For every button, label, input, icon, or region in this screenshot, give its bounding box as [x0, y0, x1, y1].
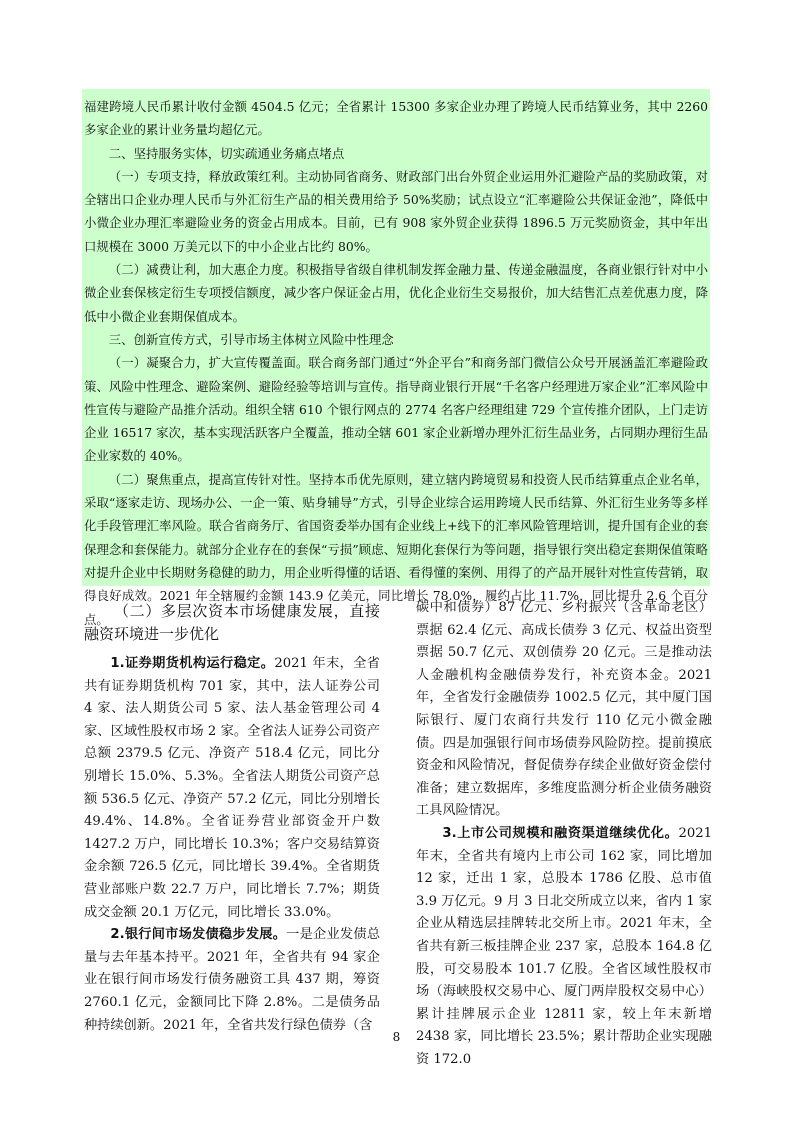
left-column [84, 597, 380, 1037]
section-title: （二）多层次资本市场健康发展，直接融资环境进一步优化 [84, 602, 380, 643]
paragraph-lead: 1.证券期货机构运行稳定。 [110, 656, 275, 671]
paragraph-interbank [84, 924, 380, 1037]
paragraph-lead: 2.银行间市场发债稳步发展。 [110, 927, 287, 943]
box-paragraph-2: （一）专项支持，释放政策红利。主动协同省商务、财政部门出台外贸企业运用外汇避险产品的奖励政策，对全辖出口企业办理人民币与外汇衍生产品的相关费用给予 50%奖励；试点设立“汇率避险公共保证金池”，降低中小微企业办理汇率避险业务的资金占用成本。目前，已有 908 家外贸企业获得 1896.5 万元奖励资金，其中年出口规模在 3000 万美元以下的中小企业占比约 80%。 [84, 168, 708, 254]
box-heading-2: 二、坚持服务实体，切实疏通业务痛点堵点 [108, 145, 345, 161]
box-paragraph-1: 福建跨境人民币累计收付金额 4504.5 亿元；全省累计 15300 多家企业办理了跨境人民币结算业务，其中 2260 多家企业的累计业务量均超亿元。 [84, 99, 708, 138]
paragraph-bonds-continued: 碳中和债券）87 亿元、乡村振兴（含革命老区）票据 62.4 亿元、高成长债券 3 亿元、权益出资型票据 50.7 亿元、双创债券 20 亿元。三是推动法人金融机构金融债券发行，补充资本金。2021 年，全省发行金融债券 1002.5 亿元，其中厦门国际银行、厦门农商行共发行 110 亿元小微金融债。四是加强银行间市场债券风险防控。提前摸底资金和风险情况，督促债券存续企业做好资金偿付准备；建立数据库，多维度监测分析企业债务融资工具风险情况。 [416, 600, 712, 819]
paragraph-text: 2021 年末，全省共有证券期货机构 701 家，其中，法人证券公司 4 家、法人期货公司 5 家、法人基金管理公司 4 家、区域性股权市场 2 家。全省法人证券公司资产总额 2379.5 亿元、净资产 518.4 亿元，同比分别增长 15.0%、5.3%。全省法人期货公司资产总额 536.5 亿元、净资产 57.2 亿元，同比分别增长 49.4%、14.8%。全省证券营业部资金开户数 1427.2 万户，同比增长 10.3%；客户交易结算资金余额 726.5 亿元，同比增长 39.4%。全省期货营业部账户数 22.7 万户，同比增长 7.7%；期货成交金额 20.1 万亿元，同比增长 33.0%。 [84, 656, 380, 920]
right-column [416, 597, 712, 1071]
page-number: 8 [392, 1030, 401, 1044]
paragraph-text: 一是企业发债总量与去年基本持平。2021 年，全省共有 94 家企业在银行间市场发行债务融资工具 437 期，筹资 2760.1 亿元，金额同比下降 2.8%。二是债务品种持续创新。2021 年，全省共发行绿色债券（含 [84, 927, 381, 1033]
box-paragraph-3: （二）减费让利，加大惠企力度。积极指导省级自律机制发挥金融力量、传递金融温度，各商业银行针对中小微企业套保核定衍生专项授信额度，减少客户保证金占用，优化企业衍生交易报价，加大结售汇点差优惠力度，降低中小微企业套期保值成本。 [84, 262, 708, 324]
box-paragraph-5: （二）聚焦重点，提高宣传针对性。坚持本币优先原则，建立辖内跨境贸易和投资人民币结算重点企业名单，采取“逐家走访、现场办公、一企一策、贴身辅导”方式，引导企业综合运用跨境人民币结算、外汇衍生业务等多样化手段管理汇率风险。联合省商务厅、省国资委举办国有企业线上+线下的汇率风险管理培训，提升国有企业的套保理念和套保能力。就部分企业存在的套保“亏损”顾虑、短期化套保行为等问题，指导银行突出稳定套期保值策略对提升企业中长期财务稳健的助力，用企业听得懂的话语、看得懂的案例、用得了的产品开展针对性宣传营销，取得良好成效。2021 年全辖履约金额 143.9 亿美元，同比增长 78.0%，履约占比 11.7%，同比提升 2.6 个百分点。 [84, 471, 708, 627]
box-paragraph-4: （一）凝聚合力，扩大宣传覆盖面。联合商务部门通过“外企平台”和商务部门微信公众号开展涵盖汇率避险政策、风险中性理念、避险案例、避险经验等培训与宣传。指导商业银行开展“千名客户经理进万家企业”汇率风险中性宣传与避险产品推介活动。组织全辖 610 个银行网点的 2774 名客户经理组建 729 个宣传推介团队，上门走访企业 16517 家次，基本实现活跃客户全覆盖，推动全辖 601 家企业新增办理外汇衍生品业务，占同期办理衍生品企业家数的 40%。 [84, 355, 709, 464]
paragraph-text: 2021 年末，全省共有境内上市公司 162 家，同比增加 12 家，迁出 1 家，总股本 1786 亿股、总市值 3.9 万亿元。9 月 3 日北交所成立以来，省内 1 家企业从精选层挂牌转北交所上市。2021 年末，全省共有新三板挂牌企业 237 家，总股本 164.8 亿股，可交易股本 101.7 亿股。全省区域性股权市场（海峡股权交易中心、厦门两岸股权交易中心）累计挂牌展示企业 12811 家，较上年末新增 2438 家，同比增长 23.5%；累计帮助企业实现融资 172.0 [416, 825, 712, 1067]
box-heading-3: 三、创新宣传方式，引导市场主体树立风险中性理念 [108, 331, 394, 347]
paragraph-lead: 3.上市公司规模和融资渠道继续优化。 [442, 825, 679, 841]
paragraph-securities [84, 653, 380, 924]
